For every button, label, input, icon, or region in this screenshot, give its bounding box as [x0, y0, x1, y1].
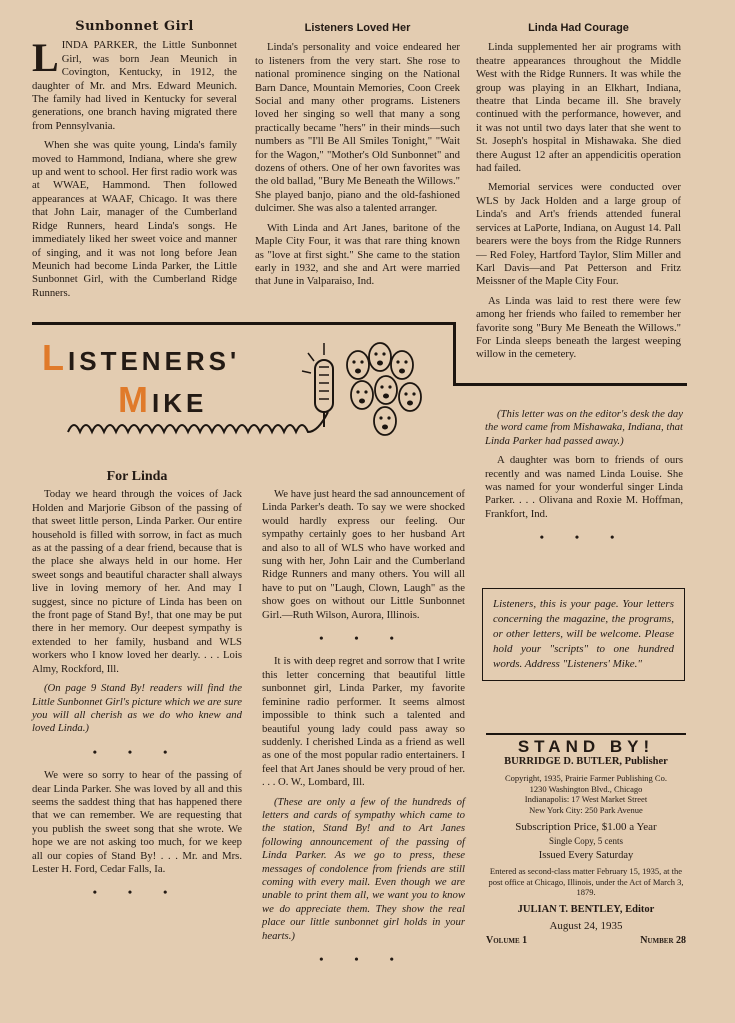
listeners-page-box: Listeners, this is your page. Your letters concerning the magazine, the programs, or other letters, will be welcome. Please hold your "scripts" to one hundred words. Address "Listeners' Mike." [482, 588, 685, 681]
microphone-illustration-icon [40, 335, 450, 445]
letters-col-1 [32, 470, 242, 910]
masthead-publisher: BURRIDGE D. BUTLER, Publisher [504, 756, 668, 767]
paragraph: When she was quite young, Linda's family moved to Hammond, Indiana, where she grew up and went to school. Her first radio work was at WWAE, Hammond. Then followed appearances at WAAF, Chicago. It was there that John Lair, manager of the Cumberland Ridge Runners, heard Linda's songs. He immediately liked her sweet voice and manner of singing, and it was not long before Jean Meunich had become Linda Parker, the Little Sunbonnet Girl, with the Cumberland Ridge Runners. [32, 139, 237, 299]
dropcap: L [32, 35, 59, 81]
masthead [486, 737, 686, 949]
logo-initial-l: L [42, 337, 68, 378]
article-col-sunbonnet-girl [32, 20, 237, 306]
letter: It is with deep regret and sorrow that I write this letter concerning that beautiful little sunbonnet girl, Linda Parker, my favorite feminine radio performer. It seems almost impossible to think such a talented and beautiful young lady could pass away so suddenly. I cherished Linda as a friend as well as one of the most popular radio entertainers. I feel that Art Janes should be very proud of her. . . . O. W., Lombard, Ill. [262, 655, 465, 789]
article-col-listeners-loved-her [255, 22, 460, 295]
letter: A daughter was born to friends of ours recently and was named Linda Louise. She was named for your wonderful singer Linda Parker. . . . Olivana and Roxie M. Hoffman, Frankfort, Ind. [485, 454, 683, 520]
masthead-number: Number 28 [640, 934, 686, 946]
paragraph: INDA PARKER, the Little Sunbonnet Girl, was born Jean Meunich in Covington, Kentucky, in 1912, the daughter of Mr. and Mrs. Edward Meunich. The family had lived in Kentucky for several generations, one branch having migrated there from Pennsylvania. [32, 39, 237, 132]
masthead-copyright-1: Copyright, 1935, Prairie Farmer Publishing Co. [505, 773, 667, 783]
separator-dots: • • • [92, 885, 182, 900]
paragraph: Linda supplemented her air programs with theatre appearances throughout the Middle West with the Ridge Runners. It was while the group was playing in an Elkhart, Indiana, theatre that Linda became ill. She bravely continued with the performance, however, and it was not until two days later that she went to St. Joseph's hospital in Mishawaka. She died there August 12 after an appendicitis operation had failed. [476, 41, 681, 175]
heading-for-linda: For Linda [106, 469, 168, 484]
editor-note: (These are only a few of the hundreds of letters and cards of sympathy which came to the station, Stand By! and to Art Janes following announcement of the passing of Linda Parker. As we go to press, these messages of condolence from friends are still coming with every mail. Even though we are unable to print them all, we want you to know we do appreciate them. They show the real place our little sunbonnet girl holds in your hearts.) [262, 795, 465, 942]
letters-col-2 [262, 488, 465, 976]
paragraph: Linda's personality and voice endeared her to listeners from the very start. She rose to national prominence singing on the National Barn Dance, Mountain Memories, Coon Creek Social and many other programs. Listeners loved her singing so well that many a song practically became "hers" in their minds—such numbers as "I'll Be All Smiles Tonight," "Wait for the Wagon," "Mother's Old Sunbonnet" and dozens of others. One of her own favorites was the old ballad, "Bury Me Beneath the Willows." She played banjo, piano and the old-fashioned dulcimer. She was also a talented arranger. [255, 41, 460, 215]
separator-dots: • • • [319, 631, 408, 646]
masthead-single-copy: Single Copy, 5 cents [549, 836, 623, 846]
masthead-entered: Entered as second-class matter February 15, 1935, at the post office at Chicago, Illinois, under the Act of March 3, 1879. [488, 866, 684, 897]
masthead-date: August 24, 1935 [549, 919, 623, 932]
masthead-copyright-4: New York City: 250 Park Avenue [529, 804, 643, 815]
masthead-price: Subscription Price, $1.00 a Year [515, 821, 657, 833]
editor-note: (On page 9 Stand By! readers will find the Little Sunbonnet Girl's picture which we are sure you will all cherish as we do who knew and loved Linda.) [32, 682, 242, 735]
rule-top-vertical [453, 322, 456, 385]
heading-linda-had-courage: Linda Had Courage [528, 22, 629, 34]
article-col-linda-had-courage [476, 22, 681, 368]
letter: We have just heard the sad announcement of Linda Parker's death. To say we were shocked would hardly express our feeling. Our sympathy certainly goes to her husband Art and also to all of WLS who have worked and sung with her, John Lair and the Cumberland Ridge Runners and many others. You will all have to put on "Laugh, Clown, Laugh" as the show goes on without our Little Sunbonnet Girl.—Ruth Wilson, Aurora, Illinois. [262, 488, 465, 621]
rule-top-right [453, 383, 687, 386]
masthead-copyright-2: 1230 Washington Blvd., Chicago [529, 783, 643, 794]
masthead-volume: Volume 1 [486, 934, 528, 946]
masthead-issued: Issued Every Saturday [538, 850, 634, 861]
separator-dots: • • • [539, 530, 629, 545]
heading-listeners-loved-her: Listeners Loved Her [304, 22, 411, 34]
logo-mike: IKE [152, 388, 208, 418]
letters-col-3 [485, 408, 683, 555]
separator-dots: • • • [319, 952, 408, 966]
masthead-editor: JULIAN T. BENTLEY, Editor [517, 903, 655, 915]
editor-note: (This letter was on the editor's desk the day the word came from Mishawaka, Indiana, that Linda Parker had passed away.) [485, 408, 683, 447]
rule-top-left [32, 322, 455, 325]
letter: We were so sorry to hear of the passing of dear Linda Parker. She was loved by all and this seems the saddest thing that has happened there that we can remember. We are requesting that you publish the sweet song that she wrote. We hope we are not asking too much, for we keep all our copies of Stand By! . . . Mr. and Mrs. Lester H. Ford, Cedar Falls, Ia. [32, 769, 242, 875]
masthead-title: STAND BY! [517, 737, 655, 756]
listeners-mike-logo [40, 335, 450, 445]
paragraph: With Linda and Art Janes, baritone of the Maple City Four, it was that rare thing known as "love at first sight." She came to the station early in 1932, and she and Art were married that June in Valparaiso, Ind. [255, 221, 460, 288]
paragraph: As Linda was laid to rest there were few among her friends who failed to remember her favorite song "Bury Me Beneath the Willows." For Linda sleeps beneath the largest weeping willow in the cemetery. [476, 294, 681, 361]
letter: Today we heard through the voices of Jack Holden and Marjorie Gibson of the passing of that sweet little person, Linda Parker. Our entire household is filled with sorrow, in fact as much as at the passing of a dear friend, because that is the place she always held in our home. Her sweet songs and beautiful character shall always live in loving memory of her. And may I suggest, since no picture of Linda has been on the front page of Stand By!, that one may be put there in her memory. Our deepest sympathy is extended to her family, husband and WLS workers who I know loved her dearly. . . . Lois Almy, Rockford, Ill. [32, 488, 242, 675]
logo-listeners: ISTENERS' [68, 346, 241, 376]
masthead-rule-top [486, 733, 686, 735]
logo-initial-m: M [118, 379, 152, 420]
paragraph: Memorial services were conducted over WLS by Jack Holden and a large group of Linda's and Art's friends attended funeral services at LaPorte, Indiana, on August 14. Pall bearers were the boys from the Ridge Runners — Red Foley, Hartford Taylor, Slim Miller and Karl Davis—and Pat Petterson and Fritz Meissner of the Maple City Four. [476, 181, 681, 288]
heading-sunbonnet-girl: Sunbonnet Girl [75, 19, 194, 34]
masthead-copyright-3: Indianapolis: 17 West Market Street [524, 794, 648, 804]
separator-dots: • • • [92, 744, 182, 759]
